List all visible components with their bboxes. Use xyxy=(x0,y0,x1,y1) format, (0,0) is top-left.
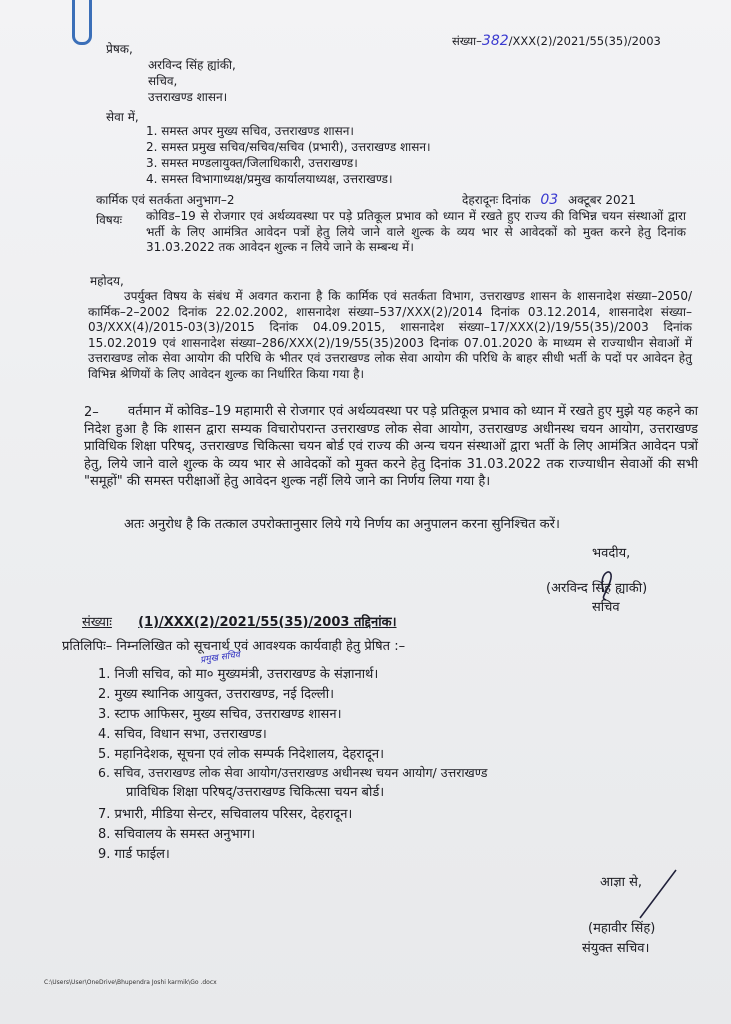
subject-text: कोविड–19 से रोजगार एवं अर्थव्यवस्था पर पड़े प्रतिकूल प्रभाव को ध्यान में रखते हुए राज्य की विभिन्न चयन संस्थाओं द्वारा भर्ती के लिए आमंत्रित आवेदन पत्रों हेतु लिये जाने वाले शुल्क के व्यय भार से आवेदकों को मुक्त करने हेतु दिनांक 31.03.2022 तक आवेदन शुल्क न लिये जाने के सम्बन्ध में। xyxy=(146,209,686,254)
copy-ref-text: (1)/XXX(2)/2021/55(35)/2003 तद्दिनांक। xyxy=(138,615,397,630)
cc-item-4: 4. सचिव, विधान सभा, उत्तराखण्ड। xyxy=(98,727,267,742)
ref-rest: /XXX(2)/2021/55(35)/2003 xyxy=(508,34,661,48)
recipient-4: 4. समस्त विभागाध्यक्ष/प्रमुख कार्यालयाध्यक्ष, उत्तराखण्ड। xyxy=(146,172,393,186)
cc-item-2: 2. मुख्य स्थानिक आयुक्त, उत्तराखण्ड, नई दिल्ली। xyxy=(98,687,335,702)
request-line: अतः अनुरोध है कि तत्काल उपरोक्तानुसार लिये गये निर्णय का अनुपालन करना सुनिश्चित करें। xyxy=(124,517,560,532)
cc-item-5: 5. महानिदेशक, सूचना एवं लोक सम्पर्क निदेशालय, देहरादून। xyxy=(98,747,385,762)
recipient-3: 3. समस्त मण्डलायुक्त/जिलाधिकारी, उत्तराखण्ड। xyxy=(146,156,358,170)
cc-item-9: 9. गार्ड फाईल। xyxy=(98,847,170,862)
letter-date xyxy=(462,191,636,208)
signatory-title: सचिव xyxy=(592,600,620,615)
department: कार्मिक एवं सतर्कता अनुभाग–2 xyxy=(96,193,235,207)
recipient-1: 1. समस्त अपर मुख्य सचिव, उत्तराखण्ड शासन। xyxy=(146,124,354,138)
cc-item-6: 6. सचिव, उत्तराखण्ड लोक सेवा आयोग/उत्तराखण्ड अधीनस्थ चयन आयोग/ उत्तराखण्ड xyxy=(98,765,488,780)
joint-secretary-title: संयुक्त सचिव। xyxy=(582,941,650,956)
cc-item-6-cont: प्राविधिक शिक्षा परिषद्/उत्तराखण्ड चिकित्सा चयन बोर्ड। xyxy=(126,785,385,800)
signature-stroke xyxy=(600,864,690,924)
cc-label: प्रतिलिपिः– xyxy=(62,639,113,654)
cc-text: निम्नलिखित को सूचनार्थ एवं आवश्यक कार्यवाही हेतु प्रेषित :– xyxy=(116,639,406,654)
date-day: 03 xyxy=(540,192,559,208)
copy-ref-label: संख्याः xyxy=(82,615,112,630)
sender-org: उत्तराखण्ड शासन। xyxy=(148,90,228,104)
salutation: महोदय, xyxy=(90,274,124,288)
sender-label: प्रेषक, xyxy=(106,42,133,56)
cc-item-1: 1. निजी सचिव, को मा० मुख्यमंत्री, उत्तराखण्ड के संज्ञानार्थ। xyxy=(98,667,379,682)
paragraph-1: उपर्युक्त विषय के संबंध में अवगत कराना है कि कार्मिक एवं सतर्कता विभाग, उत्तराखण्ड शासन के शासनादेश संख्या–2050/कार्मिक–2–2002 दिनांक 22.02.2002, शासनादेश संख्या–537/XXX(2)/2014 दिनांक 03.12.2014, शासनादेश संख्या–03/XXX(4)/2015-03(3)/2015 दिनांक 04.09.2015, शासनादेश संख्या–17/XXX(2)/19/55(35)/2003 दिनांक 15.02.2019 एवं शासनादेश संख्या–286/XXX(2)/19/55(35)2003 दिनांक 07.01.2020 के माध्यम से राज्याधीन सेवाओं में उत्तराखण्ड लोक सेवा आयोग की परिधि के भीतर एवं उत्तराखण्ड लोक सेवा आयोग की परिधि के बाहर सीधी भर्ती के पदों पर आवेदन हेतु विभिन्न श्रेणियों के लिए आवेदन शुल्क का निर्धारित किया गया है। xyxy=(88,289,692,381)
copy-reference xyxy=(82,612,397,630)
cc-item-7: 7. प्रभारी, मीडिया सेन्टर, सचिवालय परिसर, देहरादून। xyxy=(98,807,353,822)
to-label: सेवा में, xyxy=(106,110,139,124)
handwritten-note: प्रमुख सचिव xyxy=(199,650,241,666)
reference-number xyxy=(452,33,661,49)
file-path: C:\Users\User\OneDrive\Bhupendra Joshi karmik\Go .docx xyxy=(44,979,217,986)
date-label: देहरादूनः दिनांक xyxy=(462,193,531,207)
paragraph-2-number: 2– xyxy=(84,405,99,420)
ref-handwritten-number: 382 xyxy=(481,33,509,49)
paper-clip-icon xyxy=(72,0,92,45)
signatory-name: (अरविन्द सिंह ह्याकी) xyxy=(546,581,648,596)
sender-name: अरविन्द सिंह ह्यांकी, xyxy=(148,58,236,72)
recipient-2: 2. समस्त प्रमुख सचिव/सचिव/सचिव (प्रभारी), उत्तराखण्ड शासन। xyxy=(146,140,431,154)
ref-label: संख्या– xyxy=(452,34,482,48)
paragraph-2: वर्तमान में कोविड–19 महामारी से रोजगार एवं अर्थव्यवस्था पर पड़े प्रतिकूल प्रभाव को ध्यान में रखते हुए मुझे यह कहने का निदेश हुआ है कि शासन द्वारा सम्यक विचारोपरान्त उत्तराखण्ड लोक सेवा आयोग, उत्तराखण्ड अधीनस्थ चयन आयोग, उत्तराखण्ड प्राविधिक शिक्षा परिषद्, उत्तराखण्ड चिकित्सा चयन बोर्ड एवं राज्य की अन्य चयन संस्थाओं द्वारा भर्ती के लिए आमंत्रित आवेदन पत्रों हेतु, लिये जाने वाले शुल्क के व्यय भार से आवेदकों को मुक्त करने हेतु दिनांक 31.03.2022 तक राज्याधीन सेवाओं की सभी "समूहों" की समस्त परीक्षाओं हेतु आवेदन शुल्क नहीं लिये जाने का निर्णय लिया गया है। xyxy=(84,404,698,489)
sender-title: सचिव, xyxy=(148,74,178,88)
closing: भवदीय, xyxy=(592,546,631,561)
order-line: आज्ञा से, xyxy=(600,875,643,890)
subject-label: विषयः xyxy=(96,213,123,227)
joint-secretary-name: (महावीर सिंह) xyxy=(588,921,656,936)
cc-item-8: 8. सचिवालय के समस्त अनुभाग। xyxy=(98,827,256,842)
cc-item-3: 3. स्टाफ आफिसर, मुख्य सचिव, उत्तराखण्ड शासन। xyxy=(98,707,342,722)
date-rest: अक्टूबर 2021 xyxy=(567,193,636,207)
